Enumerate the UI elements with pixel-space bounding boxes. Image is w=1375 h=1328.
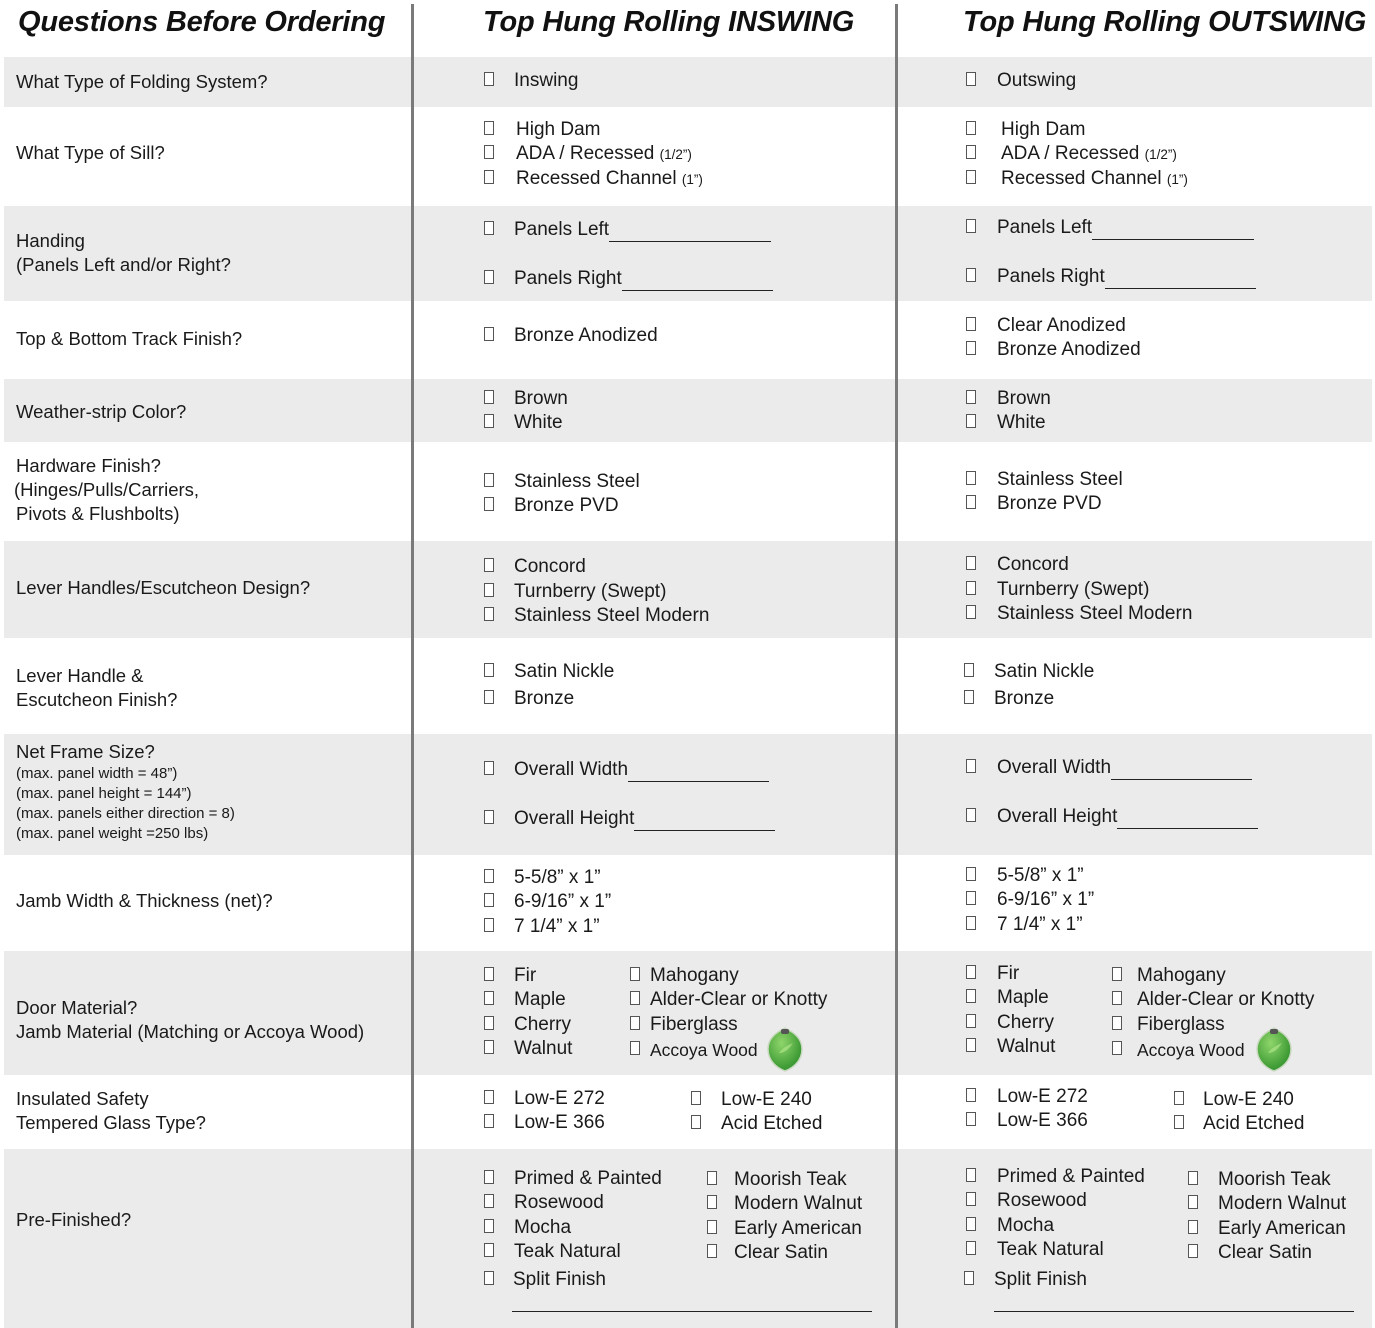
checkbox-icon[interactable] bbox=[1174, 1091, 1184, 1105]
checkbox-icon[interactable] bbox=[1188, 1195, 1198, 1209]
checkbox-icon[interactable] bbox=[966, 867, 976, 881]
checkbox-icon[interactable] bbox=[484, 761, 494, 775]
checkbox-icon[interactable] bbox=[484, 270, 494, 284]
checkbox-icon[interactable] bbox=[691, 1091, 701, 1105]
fill-line[interactable] bbox=[1111, 759, 1252, 780]
checkbox-icon[interactable] bbox=[484, 1090, 494, 1104]
checkbox-icon[interactable] bbox=[966, 605, 976, 619]
question-prefinished: Pre-Finished? bbox=[16, 1209, 132, 1230]
checkbox-icon[interactable] bbox=[1188, 1244, 1198, 1258]
checkbox-icon[interactable] bbox=[1188, 1171, 1198, 1185]
checkbox-icon[interactable] bbox=[484, 145, 494, 159]
header-questions: Questions Before Ordering bbox=[18, 6, 386, 38]
green-leaf-badge-icon bbox=[1254, 1025, 1294, 1073]
checkbox-icon[interactable] bbox=[1112, 991, 1122, 1005]
checkbox-icon[interactable] bbox=[1112, 1016, 1122, 1030]
header-outswing: Top Hung Rolling OUTSWING bbox=[963, 6, 1367, 38]
checkbox-icon[interactable] bbox=[484, 918, 494, 932]
checkbox-icon[interactable] bbox=[966, 495, 976, 509]
fill-line[interactable] bbox=[634, 810, 775, 831]
checkbox-icon[interactable] bbox=[966, 916, 976, 930]
checkbox-icon[interactable] bbox=[966, 556, 976, 570]
checkbox-icon[interactable] bbox=[707, 1171, 717, 1185]
checkbox-icon[interactable] bbox=[966, 121, 976, 135]
question-hardware: Hardware Finish? (Hinges/Pulls/Carriers, Pivots & Flushbolts) bbox=[14, 455, 200, 524]
checkbox-icon[interactable] bbox=[484, 1194, 494, 1208]
checkbox-icon[interactable] bbox=[964, 663, 974, 677]
checkbox-icon[interactable] bbox=[484, 1170, 494, 1184]
checkbox-icon[interactable] bbox=[966, 471, 976, 485]
split-finish-fill-line[interactable] bbox=[994, 1311, 1354, 1312]
checkbox-icon[interactable] bbox=[630, 1016, 640, 1030]
checkbox-icon[interactable] bbox=[966, 965, 976, 979]
checkbox-icon[interactable] bbox=[966, 341, 976, 355]
fill-line[interactable] bbox=[609, 221, 771, 242]
fill-line[interactable] bbox=[628, 761, 769, 782]
checkbox-icon[interactable] bbox=[484, 1114, 494, 1128]
checkbox-icon[interactable] bbox=[966, 1088, 976, 1102]
checkbox-icon[interactable] bbox=[691, 1115, 701, 1129]
checkbox-icon[interactable] bbox=[484, 170, 494, 184]
checkbox-icon[interactable] bbox=[630, 967, 640, 981]
row-band-weather bbox=[4, 379, 1372, 442]
checkbox-icon[interactable] bbox=[484, 390, 494, 404]
checkbox-icon[interactable] bbox=[966, 808, 976, 822]
checkbox-icon[interactable] bbox=[484, 558, 494, 572]
checkbox-icon[interactable] bbox=[484, 121, 494, 135]
green-leaf-badge-icon bbox=[765, 1025, 805, 1073]
column-divider-right bbox=[895, 4, 898, 1328]
row-band-prefinished bbox=[4, 1149, 1372, 1328]
checkbox-icon[interactable] bbox=[707, 1244, 717, 1258]
checkbox-icon[interactable] bbox=[966, 1217, 976, 1231]
checkbox-icon[interactable] bbox=[1174, 1115, 1184, 1129]
checkbox-icon[interactable] bbox=[484, 473, 494, 487]
checkbox-icon[interactable] bbox=[966, 268, 976, 282]
checkbox-icon[interactable] bbox=[966, 219, 976, 233]
split-finish-fill-line[interactable] bbox=[512, 1311, 872, 1312]
question-jamb: Jamb Width & Thickness (net)? bbox=[16, 890, 273, 911]
checkbox-icon[interactable] bbox=[966, 1192, 976, 1206]
checkbox-icon[interactable] bbox=[484, 991, 494, 1005]
checkbox-icon[interactable] bbox=[1188, 1220, 1198, 1234]
checkbox-icon[interactable] bbox=[484, 1271, 494, 1285]
checkbox-icon[interactable] bbox=[484, 967, 494, 981]
checkbox-icon[interactable] bbox=[484, 327, 494, 341]
checkbox-icon[interactable] bbox=[707, 1220, 717, 1234]
checkbox-icon[interactable] bbox=[966, 1014, 976, 1028]
checkbox-icon[interactable] bbox=[484, 1219, 494, 1233]
fill-line[interactable] bbox=[1092, 219, 1254, 240]
checkbox-icon[interactable] bbox=[966, 390, 976, 404]
checkbox-icon[interactable] bbox=[484, 663, 494, 677]
question-track: Top & Bottom Track Finish? bbox=[16, 328, 243, 349]
checkbox-icon[interactable] bbox=[484, 810, 494, 824]
checkbox-icon[interactable] bbox=[966, 581, 976, 595]
checkbox-icon[interactable] bbox=[707, 1195, 717, 1209]
column-divider-left bbox=[411, 4, 414, 1328]
checkbox-icon[interactable] bbox=[484, 1243, 494, 1257]
checkbox-icon[interactable] bbox=[964, 1271, 974, 1285]
checkbox-icon[interactable] bbox=[1112, 967, 1122, 981]
checkbox-icon[interactable] bbox=[484, 1040, 494, 1054]
checkbox-icon[interactable] bbox=[484, 497, 494, 511]
question-lever-finish: Lever Handle & Escutcheon Finish? bbox=[16, 665, 178, 710]
fill-line[interactable] bbox=[1117, 808, 1258, 829]
checkbox-icon[interactable] bbox=[966, 1168, 976, 1182]
checkbox-icon[interactable] bbox=[966, 891, 976, 905]
checkbox-icon[interactable] bbox=[1112, 1041, 1122, 1055]
checkbox-icon[interactable] bbox=[966, 989, 976, 1003]
checkbox-icon[interactable] bbox=[484, 607, 494, 621]
checkbox-icon[interactable] bbox=[966, 759, 976, 773]
question-weather: Weather-strip Color? bbox=[16, 401, 187, 422]
checkbox-icon[interactable] bbox=[484, 221, 494, 235]
checkbox-icon[interactable] bbox=[484, 1016, 494, 1030]
header-inswing: Top Hung Rolling INSWING bbox=[483, 6, 855, 38]
question-lever-design: Lever Handles/Escutcheon Design? bbox=[16, 577, 311, 598]
checkbox-icon[interactable] bbox=[966, 1038, 976, 1052]
checkbox-icon[interactable] bbox=[966, 170, 976, 184]
checkbox-icon[interactable] bbox=[630, 1041, 640, 1055]
checkbox-icon[interactable] bbox=[484, 690, 494, 704]
checkbox-icon[interactable] bbox=[630, 991, 640, 1005]
checkbox-icon[interactable] bbox=[484, 893, 494, 907]
question-glass: Insulated Safety Tempered Glass Type? bbox=[16, 1088, 206, 1133]
question-material: Door Material? Jamb Material (Matching or Accoya Wood) bbox=[16, 997, 365, 1042]
fill-line[interactable] bbox=[1105, 268, 1256, 289]
checkbox-icon[interactable] bbox=[966, 1241, 976, 1255]
checkbox-icon[interactable] bbox=[966, 145, 976, 159]
question-handing: Handing (Panels Left and/or Right? bbox=[16, 230, 231, 275]
checkbox-icon[interactable] bbox=[484, 869, 494, 883]
order-questionnaire: Questions Before Ordering Top Hung Rolling INSWING Top Hung Rolling OUTSWING What Type of Folding System? What Type of Sill? Handing (Panels Left and/or Right? Top & Bottom Track Finish? Weather-strip Color? Hardware Finish? (Hinges/Pulls/Carriers, Pivots & Flushbolts) Lever Handles/Escutcheon Design? Lever Handle & Escutcheon Finish? Net Frame Size? (max. panel width = 48”) (max. panel height = 144”) (max. panels either direction = 8) (max. panel weight =250 lbs) Jamb Width & Thickness (net)? Door Material? Jamb Material (Matching or Accoya Wood) Insulated Safety Tempered Glass Type? Pre-Finished? Inswing High Dam ADA / Recessed (1/2”) Recessed Channel (1”) Panels Left Panels Right Bronze Anodized Brown White Stainless Steel Bronze PVD Concord Turnberry (Swept) Stainless Steel Modern Satin Nickle Bronze Overall Width Overall Height 5-5/8” x 1” 6-9/16” x 1” 7 1/4” x 1” Fir Maple Cherry Walnut Mahogany Alder-Clear or Knotty Fiberglass Accoya Wood Low-E 272 Low-E 366 Low-E 240 Acid Etched Primed & Painted Rosewood Mocha Teak Natural Split Finish Moorish Teak Modern Walnut Early American Clear Satin Outswing High Dam ADA / Recessed (1/2”) Recessed Channel (1”) Panels Left Panels Right Clear Anodized Bronze Anodized Brown White Stainless Steel Bronze PVD Concord Turnberry (Swept) Stainless Steel Modern Satin Nickle Bronze Overall Width Overall Height 5-5/8” x 1” 6-9/16” x 1” 7 1/4” x 1” Fir Maple Cherry Walnut Mahogany Alder-Clear or Knotty Fiberglass Accoya Wood Low-E 272 Low-E 366 Low-E 240 Acid Etched Primed & Painted Rosewood Mocha Teak Natural Split Finish Moorish Teak Modern Walnut Early American Clear Satin bbox=[0, 0, 1375, 1328]
question-sill: What Type of Sill? bbox=[16, 142, 165, 163]
checkbox-icon[interactable] bbox=[966, 1112, 976, 1126]
checkbox-icon[interactable] bbox=[964, 690, 974, 704]
checkbox-icon[interactable] bbox=[484, 72, 494, 86]
fill-line[interactable] bbox=[622, 270, 773, 291]
checkbox-icon[interactable] bbox=[966, 317, 976, 331]
question-frame: Net Frame Size? (max. panel width = 48”) (max. panel height = 144”) (max. panels either direction = 8) (max. panel weight =250 lbs) bbox=[16, 741, 235, 842]
checkbox-icon[interactable] bbox=[484, 414, 494, 428]
checkbox-icon[interactable] bbox=[484, 583, 494, 597]
checkbox-icon[interactable] bbox=[966, 414, 976, 428]
checkbox-icon[interactable] bbox=[966, 72, 976, 86]
question-folding: What Type of Folding System? bbox=[16, 71, 268, 92]
